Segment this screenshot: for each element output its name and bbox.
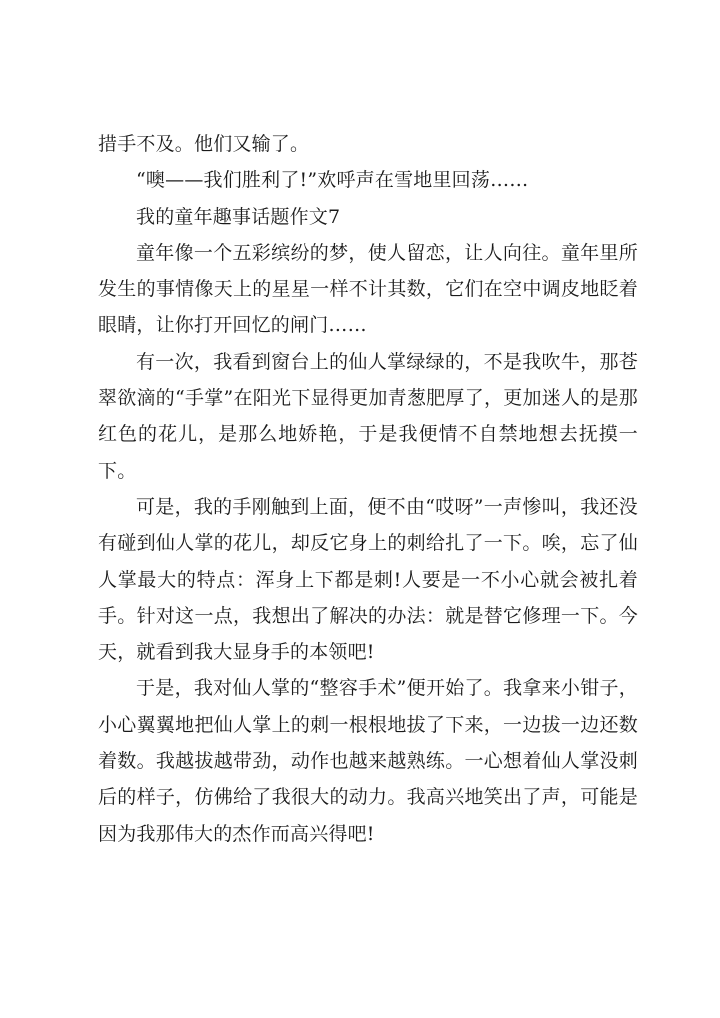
paragraph-1: 措手不及。他们又输了。 (98, 133, 310, 155)
paragraph-7: 于是，我对仙人掌的“整容手术”便开始了。我拿来小钳子，小心翼翼地把仙人掌上的刺一根根地拔了下来，一边拔一边还数着数。我越拔越带劲，动作也越来越熟练。一心想着仙人掌没刺后的样子，仿佛给了我很大的动力。我高兴地笑出了声，可能是因为我那伟大的杰作而高兴得吧! (98, 677, 638, 845)
section-heading: 我的童年趣事话题作文7 (136, 205, 341, 228)
paragraph-6: 可是，我的手刚触到上面，便不由“哎呀”一声惨叫，我还没有碰到仙人掌的花儿，却反它身上的刺给扎了一下。唉，忘了仙人掌最大的特点：浑身上下都是刺!人要是一不小心就会被扎着手。针对这一点，我想出了解决的办法：就是替它修理一下。今天，就看到我大显身手的本领吧! (98, 495, 638, 664)
document-body (98, 126, 638, 852)
paragraph-4: 童年像一个五彩缤纷的梦，使人留恋，让人向往。童年里所发生的事情像天上的星星一样不计其数，它们在空中调皮地眨着眼睛，让你打开回忆的闸门…… (98, 241, 638, 337)
paragraph-5: 有一次，我看到窗台上的仙人掌绿绿的，不是我吹牛，那苍翠欲滴的“手掌”在阳光下显得更加青葱肥厚了，更加迷人的是那红色的花儿，是那么地娇艳，于是我便情不自禁地想去抚摸一下。 (98, 350, 638, 482)
paragraph-2: “噢——我们胜利了!”欢呼声在雪地里回荡…… (136, 169, 529, 192)
